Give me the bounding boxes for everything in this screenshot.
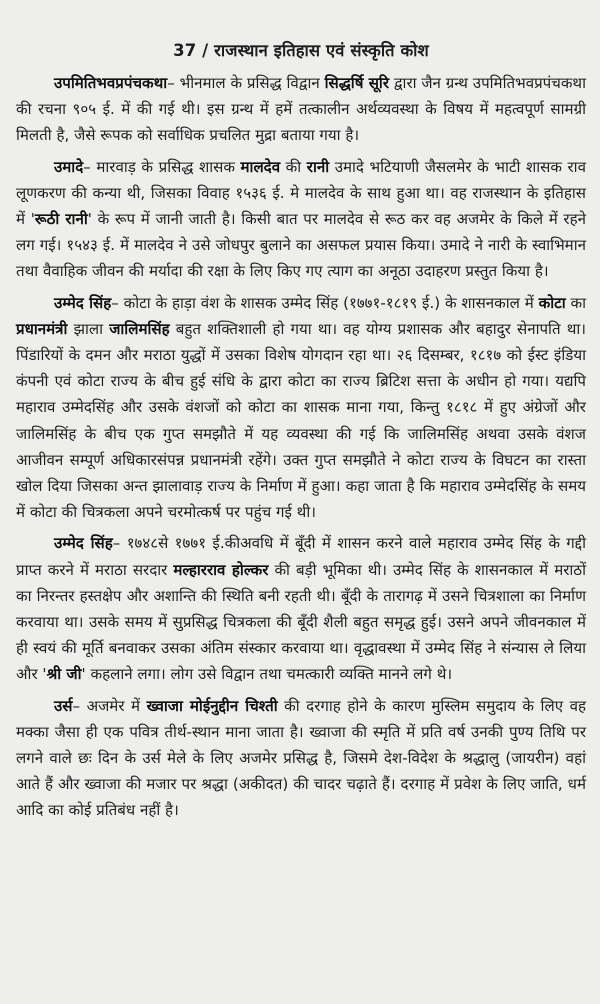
entry-term: उर्स <box>54 696 73 715</box>
entry-bold-segment: रूठी रानी <box>34 210 88 229</box>
entry-text-segment: का <box>565 293 586 312</box>
page-header: 37 / राजस्थान इतिहास एवं संस्कृति कोश <box>173 41 429 60</box>
entry-text-segment: की <box>280 157 307 176</box>
entry-bold-segment: जालिमसिंह <box>109 319 170 338</box>
entry-text-segment: द्वारा जैन ग्रन्थ उपमितिभवप्रपंचकथा की रचना ९०५ ई. में की गई थी। इस ग्रन्थ में हमें तत्कालीन अर्थव्यवस्था के विषय में महत्वपूर्ण सामग्री मिलती है, जैसे रूपक को सर्वाधिक प्रचलित मुद्रा बताया गया है। <box>16 74 586 145</box>
entry-ummed-singh-kota <box>16 290 586 526</box>
entry-bold-segment: श्री जी <box>46 665 82 684</box>
entry-urs <box>16 693 586 824</box>
entry-text-segment: – भीनमाल के प्रसिद्ध विद्वान <box>167 74 325 92</box>
entry-bold-segment: मल्हारराव होल्कर <box>173 560 269 579</box>
entry-upmitibhavprapanchkatha <box>16 70 586 149</box>
entry-term: उम्मेद सिंह <box>54 293 112 312</box>
entry-umade <box>16 154 586 285</box>
entry-text-segment: – अजमेर में <box>72 696 147 715</box>
entry-term: उपमितिभवप्रपंचकथा <box>54 74 168 92</box>
entry-bold-segment: प्रधानमंत्री <box>16 319 68 338</box>
entry-text-segment: बहुत शक्तिशाली हो गया था। वह योग्य प्रशासक और बहादुर सेनापति था। पिंडारियों के दमन और मराठा युद्धों में उसका विशेष योगदान रहा था। २६ दिसम्बर, १८१७ को ईस्ट इंडिया कंपनी एवं कोटा राज्य के बीच हुई संधि के द्वारा कोटा का राज्य ब्रिटिश सत्ता के अधीन हो गया। यद्यपि महाराव उम्मेदसिंह और उसके वंशजों को कोटा का शासक माना गया, किन्तु १८१८ में हुए अंग्रेजों और जालिमसिंह के बीच एक गुप्त समझौते में यह व्यवस्था की गई कि जालिमसिंह अथवा उसके वंशज आजीवन सम्पूर्ण अधिकारसंपन्न प्रधानमंत्री रहेंगे। उक्त गुप्त समझौते ने कोटा राज्य के विघटन का रास्ता खोल दिया जिसका अन्त झालावाड़ राज्य के निर्माण में हुआ। कहा जाता है कि महाराव उम्मेदसिंह के समय में कोटा की चित्रकला अपने चरमोत्कर्ष पर पहुंच गई थी। <box>16 319 586 522</box>
entry-bold-segment: ख्वाजा मोईनुद्दीन चिश्ती <box>146 696 278 715</box>
entry-ummed-singh-bundi <box>16 530 586 687</box>
entry-text-segment: की बड़ी भूमिका थी। उम्मेद सिंह के शासनकाल में मराठों का निरन्तर हस्तक्षेप और अशान्ति की स्थिति बनी रहती थी। बूँदी के तारागढ़ में उसने चित्रशाला का निर्माण करवाया था। उसके समय में सुप्रसिद्ध चित्रकला की बूँदी शैली बहुत समृद्ध हुई। उसने अपने जीवनकाल में ही स्वयं की मूर्ति बनवाकर उसका अंतिम संस्कार करवाया था। वृद्धावस्था में उम्मेद सिंह ने संन्यास ले लिया और ' <box>16 560 586 684</box>
entry-term: उमादे <box>54 157 84 176</box>
entry-bold-segment: मालदेव <box>240 157 281 176</box>
entry-text-segment: – १७४८से १७७१ ई.कीअवधि में बूँदी में शासन करने वाले महाराव उम्मेद सिंह के गद्दी प्राप्त करने में मराठा सरदार <box>16 534 586 579</box>
entry-text-segment: – मारवाड़ के प्रसिद्ध शासक <box>83 157 241 176</box>
entry-bold-segment: सिद्धर्षि सूरि <box>324 74 390 92</box>
entry-text-segment: – कोटा के हाड़ा वंश के शासक उम्मेद सिंह (१७७१-१८१९ ई.) के शासनकाल में <box>111 293 539 312</box>
entry-term: उम्मेद सिंह <box>54 534 113 553</box>
entry-text-segment: ' कहलाने लगा। लोग उसे विद्वान तथा चमत्कारी व्यक्ति मानने लगे थे। <box>81 665 453 684</box>
entry-text-segment: ' के रूप में जानी जाती है। किसी बात पर मालदेव से रूठ कर वह अजमेर के किले में रहने लग गई। १५४३ ई. में मालदेव ने उसे जोधपुर बुलाने का असफल प्रयास किया। उमादे ने नारी के स्वाभिमान तथा वैवाहिक जीवन की मर्यादा की रक्षा के लिए किए गए त्याग का अनूठा उदाहरण प्रस्तुत किया है। <box>16 210 586 281</box>
entry-text-segment: उमादे भटियाणी जैसलमेर के भाटी शासक राव लूणकरण की कन्या थी, जिसका विवाह १५३६ ई. मे मालदेव के साथ हुआ था। वह राजस्थान के इतिहास में ' <box>16 157 586 229</box>
entry-text-segment: की दरगाह होने के कारण मुस्लिम समुदाय के लिए वह मक्का जैसा ही एक पवित्र तीर्थ-स्थान माना जाता है। ख्वाजा की स्मृति में प्रति वर्ष उनकी पुण्य तिथि पर लगने वाले छः दिन के उर्स मेले के लिए अजमेर प्रसिद्ध है, जिसमे देश-विदेश के श्रद्धालु (जायरीन) वहां आते हैं और ख्वाजा की मजार पर श्रद्धा (अकीदत) की चादर चढ़ाते हैं। दरगाह में प्रवेश के लिए जाति, धर्म आदि का कोई प्रतिबंध नहीं है। <box>16 696 586 820</box>
entry-bold-segment: कोटा <box>538 293 566 312</box>
entry-text-segment: झाला <box>67 319 110 338</box>
entry-bold-segment: रानी <box>306 157 330 176</box>
